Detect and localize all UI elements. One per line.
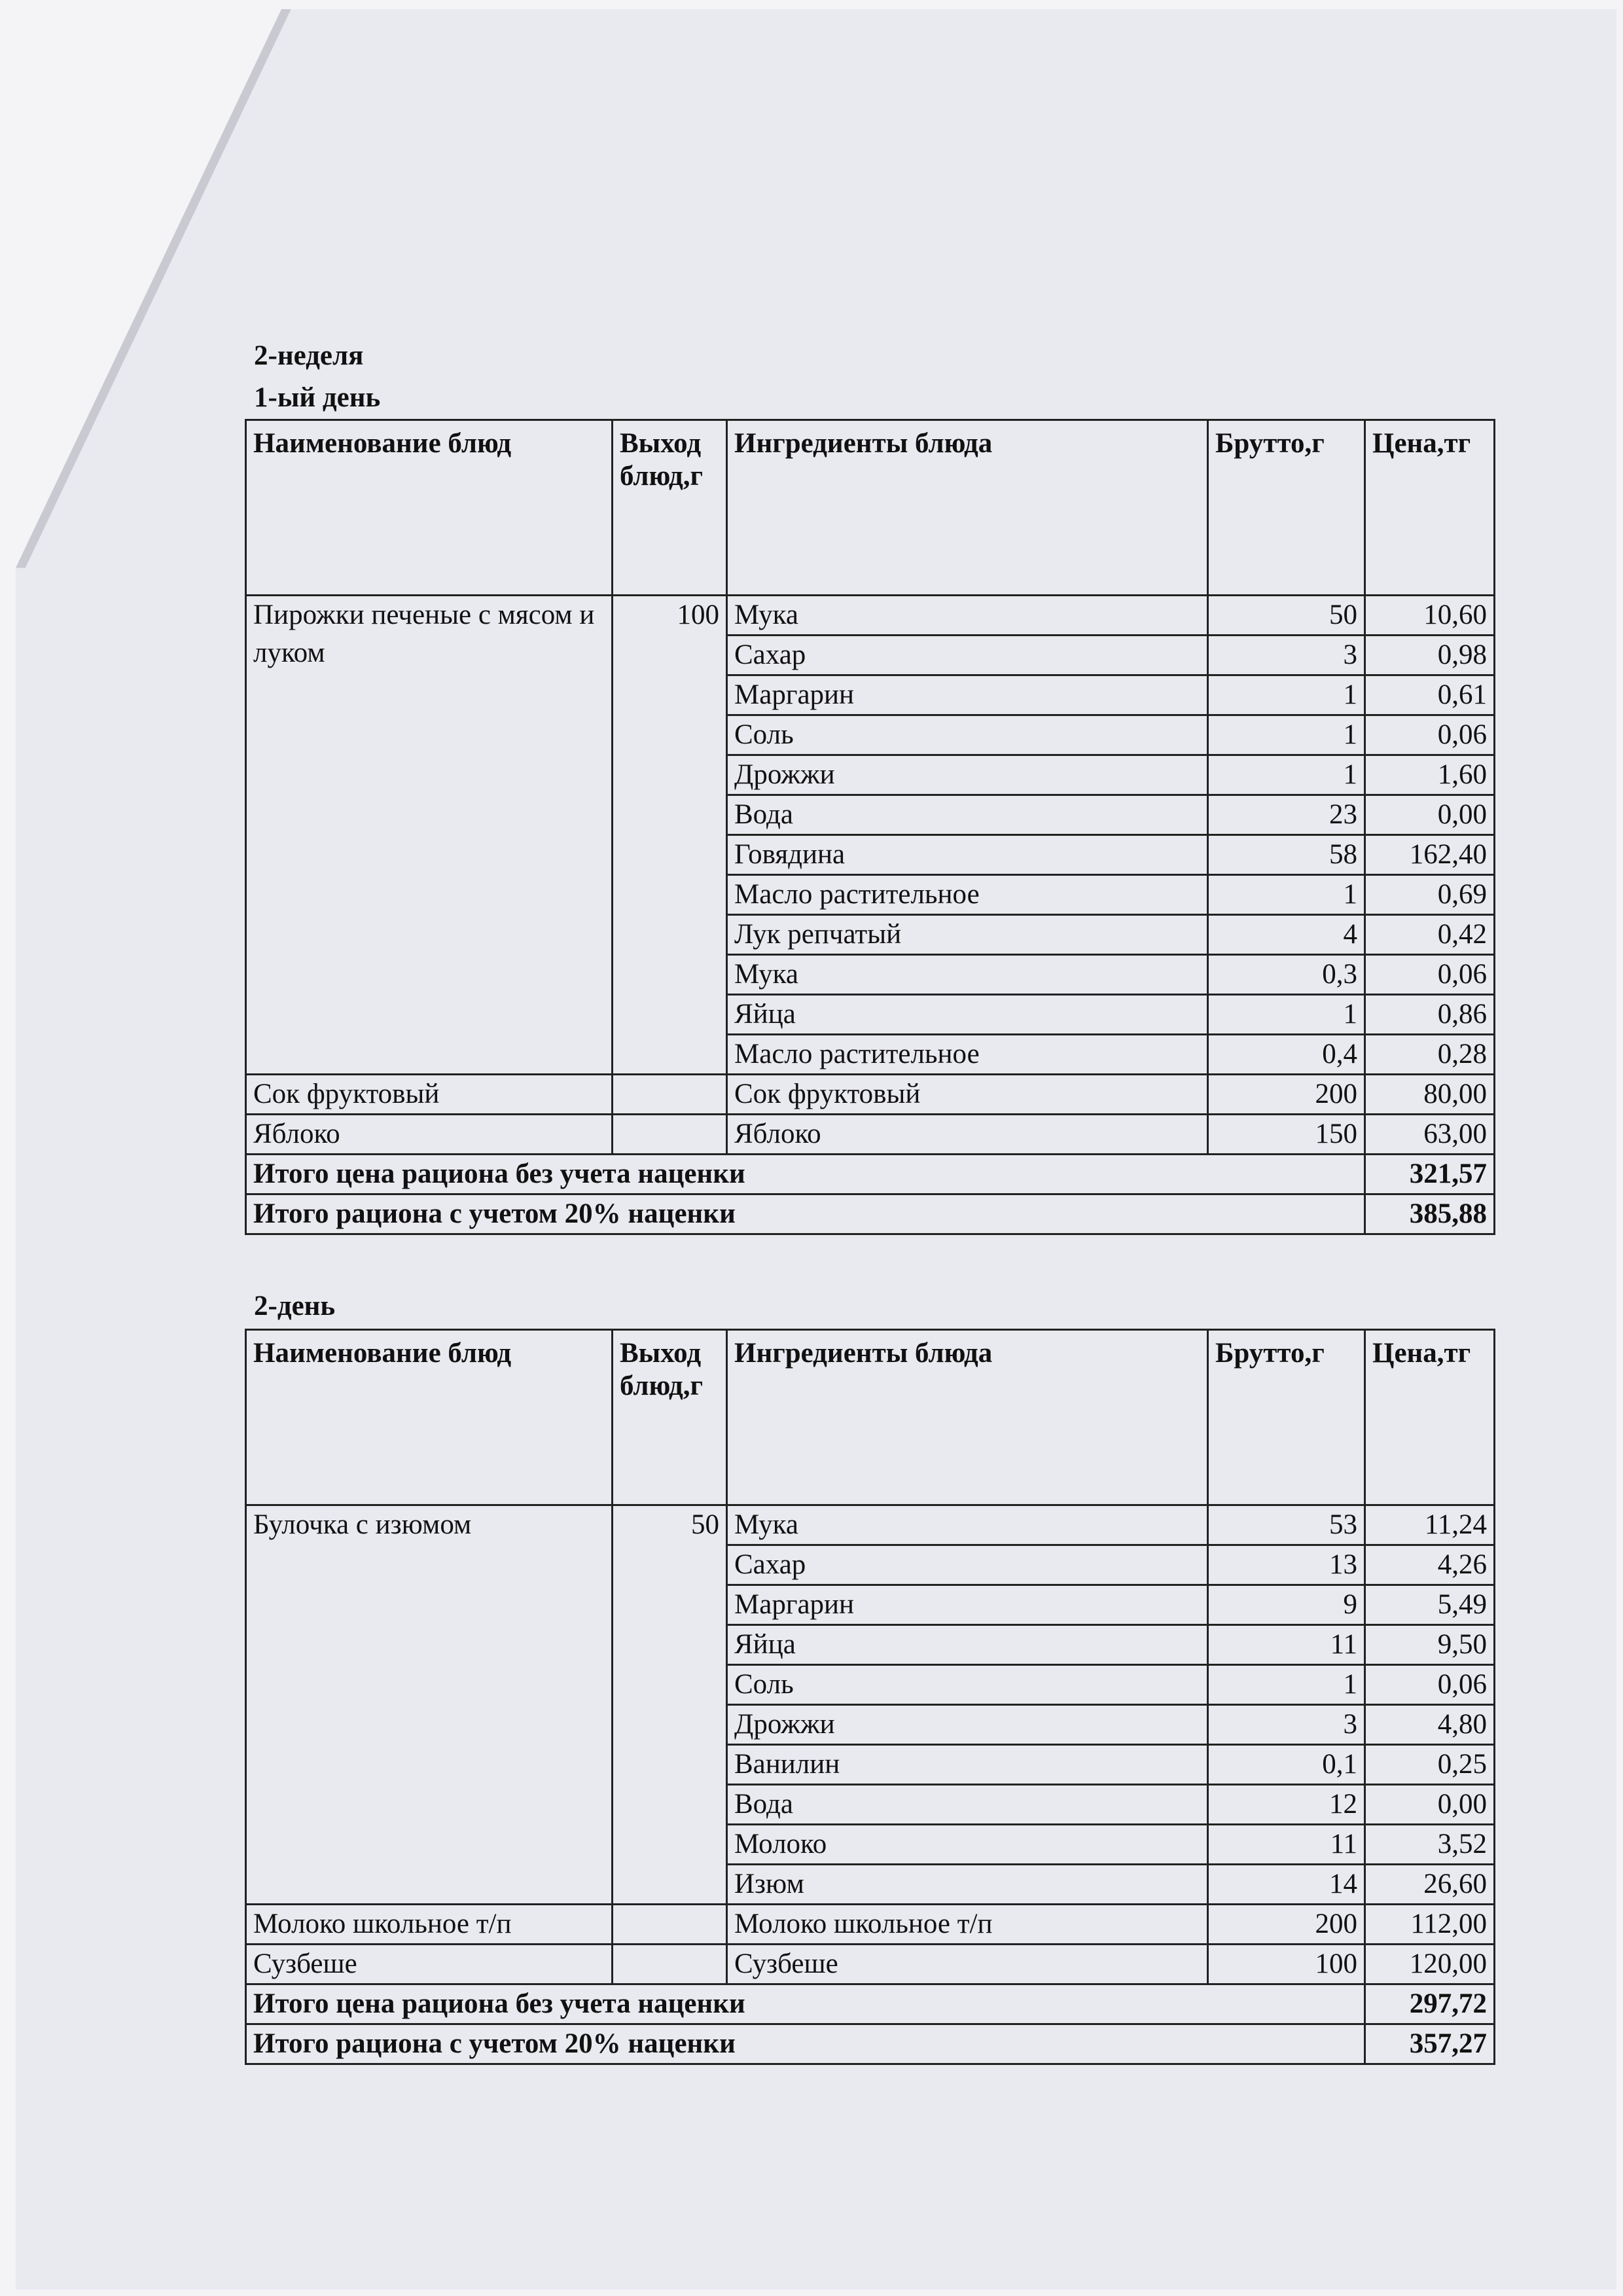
dish-yield bbox=[613, 1945, 727, 1984]
table-row bbox=[246, 1505, 1495, 1545]
total-row bbox=[246, 1155, 1495, 1194]
ingredient-gross: 1 bbox=[1208, 875, 1365, 915]
dish-name: Яблоко bbox=[246, 1115, 613, 1155]
ingredient-name: Соль bbox=[727, 1665, 1208, 1705]
table-row bbox=[246, 1115, 1495, 1155]
ingredient-gross: 4 bbox=[1208, 915, 1365, 955]
ingredient-name: Вода bbox=[727, 1785, 1208, 1825]
ingredient-name: Яйца bbox=[727, 1625, 1208, 1665]
ingredient-price: 0,98 bbox=[1365, 636, 1495, 675]
ingredient-name: Мука bbox=[727, 1505, 1208, 1545]
ingredient-price: 0,06 bbox=[1365, 1665, 1495, 1705]
ingredient-gross: 1 bbox=[1208, 675, 1365, 715]
ingredient-name: Мука bbox=[727, 955, 1208, 995]
ingredient-gross: 3 bbox=[1208, 1705, 1365, 1745]
ingredient-price: 0,28 bbox=[1365, 1035, 1495, 1075]
ingredient-name: Дрожжи bbox=[727, 755, 1208, 795]
markup-total-label: Итого рациона с учетом 20% наценки bbox=[246, 1194, 1365, 1234]
header-dish: Наименование блюд bbox=[246, 1330, 613, 1505]
ingredient-price: 10,60 bbox=[1365, 596, 1495, 636]
ingredient-price: 3,52 bbox=[1365, 1825, 1495, 1865]
dish-name: Пирожки печеные с мясом и луком bbox=[246, 596, 613, 1075]
ingredient-gross: 12 bbox=[1208, 1785, 1365, 1825]
ingredient-gross: 11 bbox=[1208, 1825, 1365, 1865]
ingredient-name: Маргарин bbox=[727, 1585, 1208, 1625]
header-price: Цена,тг bbox=[1365, 420, 1495, 596]
ingredient-price: 120,00 bbox=[1365, 1945, 1495, 1984]
header-dish: Наименование блюд bbox=[246, 420, 613, 596]
ingredient-price: 0,06 bbox=[1365, 955, 1495, 995]
ingredient-price: 0,00 bbox=[1365, 1785, 1495, 1825]
ingredient-name: Сузбеше bbox=[727, 1945, 1208, 1984]
ingredient-name: Молоко bbox=[727, 1825, 1208, 1865]
ingredient-name: Ванилин bbox=[727, 1745, 1208, 1785]
ingredient-gross: 9 bbox=[1208, 1585, 1365, 1625]
ingredient-name: Говядина bbox=[727, 835, 1208, 875]
week-title: 2-неделя bbox=[254, 340, 364, 371]
ingredient-gross: 1 bbox=[1208, 755, 1365, 795]
header-gross: Брутто,г bbox=[1208, 420, 1365, 596]
ingredient-name: Соль bbox=[727, 715, 1208, 755]
ingredient-gross: 1 bbox=[1208, 1665, 1365, 1705]
table-row bbox=[246, 1945, 1495, 1984]
ingredient-price: 162,40 bbox=[1365, 835, 1495, 875]
ingredient-price: 26,60 bbox=[1365, 1865, 1495, 1905]
markup-total-row bbox=[246, 1194, 1495, 1234]
ingredient-gross: 53 bbox=[1208, 1505, 1365, 1545]
table-header-row bbox=[246, 420, 1495, 596]
ingredient-gross: 58 bbox=[1208, 835, 1365, 875]
table-header-row bbox=[246, 1330, 1495, 1505]
day2-title: 2-день bbox=[254, 1291, 336, 1321]
ingredient-gross: 200 bbox=[1208, 1075, 1365, 1115]
ingredient-price: 112,00 bbox=[1365, 1905, 1495, 1945]
ingredient-gross: 3 bbox=[1208, 636, 1365, 675]
dish-name: Сузбеше bbox=[246, 1945, 613, 1984]
ingredient-price: 0,42 bbox=[1365, 915, 1495, 955]
ingredient-gross: 1 bbox=[1208, 715, 1365, 755]
ingredient-name: Молоко школьное т/п bbox=[727, 1905, 1208, 1945]
header-price: Цена,тг bbox=[1365, 1330, 1495, 1505]
ingredient-price: 63,00 bbox=[1365, 1115, 1495, 1155]
ingredient-price: 0,61 bbox=[1365, 675, 1495, 715]
total-label: Итого цена рациона без учета наценки bbox=[246, 1984, 1365, 2024]
header-gross: Брутто,г bbox=[1208, 1330, 1365, 1505]
day2-menu-table bbox=[245, 1329, 1495, 2065]
ingredient-gross: 50 bbox=[1208, 596, 1365, 636]
markup-total-row bbox=[246, 2024, 1495, 2064]
ingredient-name: Масло растительное bbox=[727, 1035, 1208, 1075]
dish-name: Сок фруктовый bbox=[246, 1075, 613, 1115]
ingredient-name: Сахар bbox=[727, 636, 1208, 675]
markup-total-value: 385,88 bbox=[1365, 1194, 1495, 1234]
dish-yield: 100 bbox=[613, 596, 727, 1075]
ingredient-price: 0,69 bbox=[1365, 875, 1495, 915]
dish-yield bbox=[613, 1115, 727, 1155]
total-value: 297,72 bbox=[1365, 1984, 1495, 2024]
dish-yield bbox=[613, 1075, 727, 1115]
ingredient-name: Сахар bbox=[727, 1545, 1208, 1585]
ingredient-price: 1,60 bbox=[1365, 755, 1495, 795]
day1-menu-table bbox=[245, 419, 1495, 1235]
ingredient-price: 80,00 bbox=[1365, 1075, 1495, 1115]
ingredient-gross: 13 bbox=[1208, 1545, 1365, 1585]
ingredient-gross: 150 bbox=[1208, 1115, 1365, 1155]
table-row bbox=[246, 596, 1495, 636]
ingredient-gross: 11 bbox=[1208, 1625, 1365, 1665]
ingredient-price: 11,24 bbox=[1365, 1505, 1495, 1545]
header-ingredients: Ингредиенты блюда bbox=[727, 420, 1208, 596]
header-yield: Выход блюд,г bbox=[613, 1330, 727, 1505]
ingredient-name: Вода bbox=[727, 795, 1208, 835]
ingredient-name: Сок фруктовый bbox=[727, 1075, 1208, 1115]
total-row bbox=[246, 1984, 1495, 2024]
ingredient-name: Яблоко bbox=[727, 1115, 1208, 1155]
ingredient-price: 0,00 bbox=[1365, 795, 1495, 835]
ingredient-gross: 23 bbox=[1208, 795, 1365, 835]
ingredient-gross: 1 bbox=[1208, 995, 1365, 1035]
dish-name: Булочка с изюмом bbox=[246, 1505, 613, 1905]
ingredient-name: Дрожжи bbox=[727, 1705, 1208, 1745]
ingredient-price: 0,06 bbox=[1365, 715, 1495, 755]
markup-total-label: Итого рациона с учетом 20% наценки bbox=[246, 2024, 1365, 2064]
ingredient-name: Маргарин bbox=[727, 675, 1208, 715]
markup-total-value: 357,27 bbox=[1365, 2024, 1495, 2064]
total-value: 321,57 bbox=[1365, 1155, 1495, 1194]
header-ingredients: Ингредиенты блюда bbox=[727, 1330, 1208, 1505]
ingredient-gross: 200 bbox=[1208, 1905, 1365, 1945]
table-row bbox=[246, 1905, 1495, 1945]
ingredient-price: 4,26 bbox=[1365, 1545, 1495, 1585]
ingredient-price: 5,49 bbox=[1365, 1585, 1495, 1625]
dish-name: Молоко школьное т/п bbox=[246, 1905, 613, 1945]
ingredient-name: Мука bbox=[727, 596, 1208, 636]
ingredient-gross: 100 bbox=[1208, 1945, 1365, 1984]
dish-yield: 50 bbox=[613, 1505, 727, 1905]
ingredient-price: 0,86 bbox=[1365, 995, 1495, 1035]
ingredient-gross: 14 bbox=[1208, 1865, 1365, 1905]
day1-title: 1-ый день bbox=[254, 382, 381, 413]
ingredient-gross: 0,1 bbox=[1208, 1745, 1365, 1785]
dish-yield bbox=[613, 1905, 727, 1945]
ingredient-name: Масло растительное bbox=[727, 875, 1208, 915]
ingredient-price: 4,80 bbox=[1365, 1705, 1495, 1745]
ingredient-gross: 0,4 bbox=[1208, 1035, 1365, 1075]
ingredient-price: 0,25 bbox=[1365, 1745, 1495, 1785]
ingredient-name: Лук репчатый bbox=[727, 915, 1208, 955]
ingredient-name: Яйца bbox=[727, 995, 1208, 1035]
header-yield: Выход блюд,г bbox=[613, 420, 727, 596]
ingredient-price: 9,50 bbox=[1365, 1625, 1495, 1665]
total-label: Итого цена рациона без учета наценки bbox=[246, 1155, 1365, 1194]
table-row bbox=[246, 1075, 1495, 1115]
ingredient-gross: 0,3 bbox=[1208, 955, 1365, 995]
ingredient-name: Изюм bbox=[727, 1865, 1208, 1905]
